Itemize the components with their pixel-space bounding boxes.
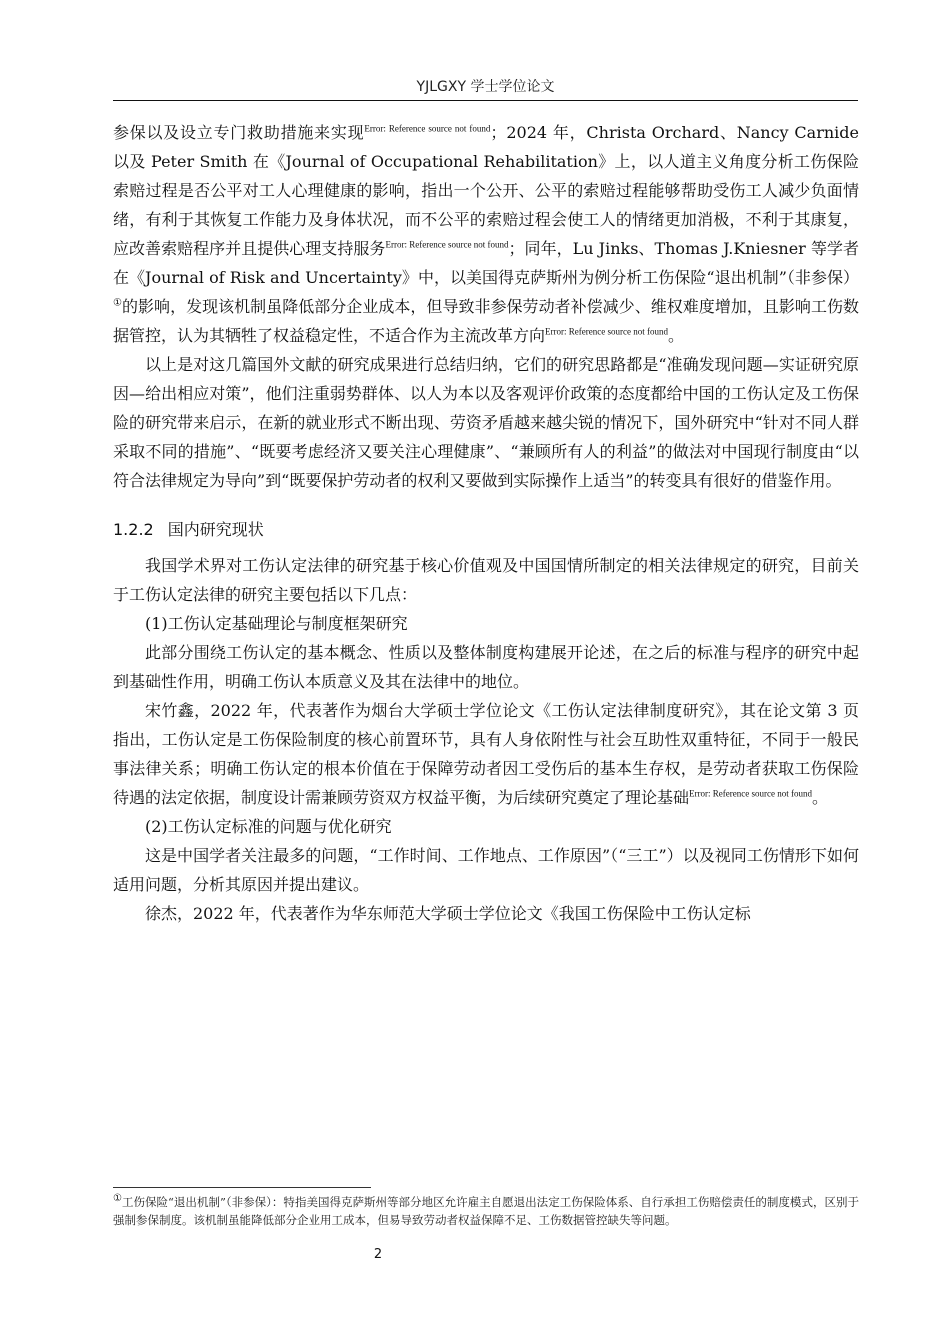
page-number: 2 <box>373 1247 383 1262</box>
section-heading <box>113 515 859 545</box>
text-run: 。 <box>667 326 684 345</box>
paragraph-foreign-studies <box>113 118 859 350</box>
text-run: ；2024 年，Christa Orchard、Nancy Carnide 以及 Peter Smith 在《Journal of Occupational Rehabilitation》上，以人道主义角度分析工伤保险索赔过程是否公平对工人心理健康的影响，指出一个公开、公平的索赔过程能够帮助受伤工人减少负面情绪，有利于其恢复工作能力及身体状况，而不公平的索赔过程会使工人的情绪更加消极，不利于其康复，应改善索赔程序并且提供心理支持服务 <box>113 123 859 258</box>
running-header: YJLGXY 学士学位论文 <box>416 79 555 95</box>
footnote-marker: ① <box>113 1193 122 1205</box>
paragraph-summary: 以上是对这几篇国外文献的研究成果进行总结归纳，它们的研究思路都是“准确发现问题—实证研究原因—给出相应对策”，他们注重弱势群体、以人为本以及客观评价政策的态度都给中国的工伤认定及工伤保险的研究带来启示，在新的就业形式不断出现、劳资矛盾越来越尖锐的情况下，国外研究中“针对不同人群采取不同的措施”、“既要考虑经济又要关注心理健康”、“兼顾所有人的利益”的做法对中国现行制度由“以符合法律规定为导向”到“既要保护劳动者的权利又要做到实际操作上适当”的转变具有很好的借鉴作用。 <box>113 355 859 490</box>
header-rule <box>113 100 858 101</box>
paragraph-basic-theory: 此部分围绕工伤认定的基本概念、性质以及整体制度构建展开论述，在之后的标准与程序的研究中起到基础性作用，明确工伤认本质意义及其在法律中的地位。 <box>113 643 859 691</box>
section-number: 1.2.2 <box>113 520 154 539</box>
text-run: 的影响，发现该机制虽降低部分企业成本，但导致非参保劳动者补偿减少、维权难度增加，且影响工伤数据管控，认为其牺牲了权益稳定性，不适合作为主流改革方向 <box>113 297 859 345</box>
paragraph-domestic-intro: 我国学术界对工伤认定法律的研究基于核心价值观及中国国情所制定的相关法律规定的研究，目前关于工伤认定法律的研究主要包括以下几点： <box>113 556 859 604</box>
footnote-marker[interactable]: ① <box>113 297 122 309</box>
subheading-standards: (2)工伤认定标准的问题与优化研究 <box>145 817 392 836</box>
text-run: 宋竹鑫，2022 年，代表著作为烟台大学硕士学位论文《工伤认定法律制度研究》，其在论文第 3 页指出，工伤认定是工伤保险制度的核心前置环节，具有人身依附性与社会互助性双重特征，不同于一般民事法律关系；明确工伤认定的根本价值在于保障劳动者因工受伤后的基本生存权，是劳动者获取工伤保险待遇的法定依据，制度设计需兼顾劳资双方权益平衡，为后续研究奠定了理论基础 <box>113 701 859 807</box>
paragraph-standards: 这是中国学者关注最多的问题，“工作时间、工作地点、工作原因”（“三工”）以及视同工伤情形下如何适用问题，分析其原因并提出建议。 <box>113 846 859 894</box>
reference-error: Error: Reference source not found <box>545 326 668 337</box>
footnote-text: 工伤保险“退出机制”（非参保）：特指美国得克萨斯州等部分地区允许雇主自愿退出法定工伤保险体系、自行承担工伤赔偿责任的制度模式，区别于强制参保制度。该机制虽能降低部分企业用工成本，但易导致劳动者权益保障不足、工伤数据管控缺失等问题。 <box>113 1195 859 1227</box>
text-run: ；同年，Lu Jinks、Thomas J.Kniesner 等学者在《Journal of Risk and Uncertainty》中，以美国得克萨斯州为例分析工伤保险“退出机制”（非参保） <box>113 239 859 287</box>
page-body <box>113 118 859 928</box>
section-title: 国内研究现状 <box>167 520 264 539</box>
text-run: 。 <box>811 788 828 807</box>
reference-error: Error: Reference source not found <box>385 239 509 250</box>
reference-error: Error: Reference source not found <box>689 788 812 799</box>
text-run: 参保以及设立专门救助措施来实现 <box>113 123 365 142</box>
paragraph-xu-jie: 徐杰，2022 年，代表著作为华东师范大学硕士学位论文《我国工伤保险中工伤认定标 <box>145 904 751 923</box>
footnote-separator <box>113 1187 371 1188</box>
footnote <box>113 1193 859 1229</box>
paragraph-song-zhuxin <box>113 696 859 812</box>
reference-error: Error: Reference source not found <box>364 123 491 134</box>
subheading-basic-theory: (1)工伤认定基础理论与制度框架研究 <box>145 614 408 633</box>
